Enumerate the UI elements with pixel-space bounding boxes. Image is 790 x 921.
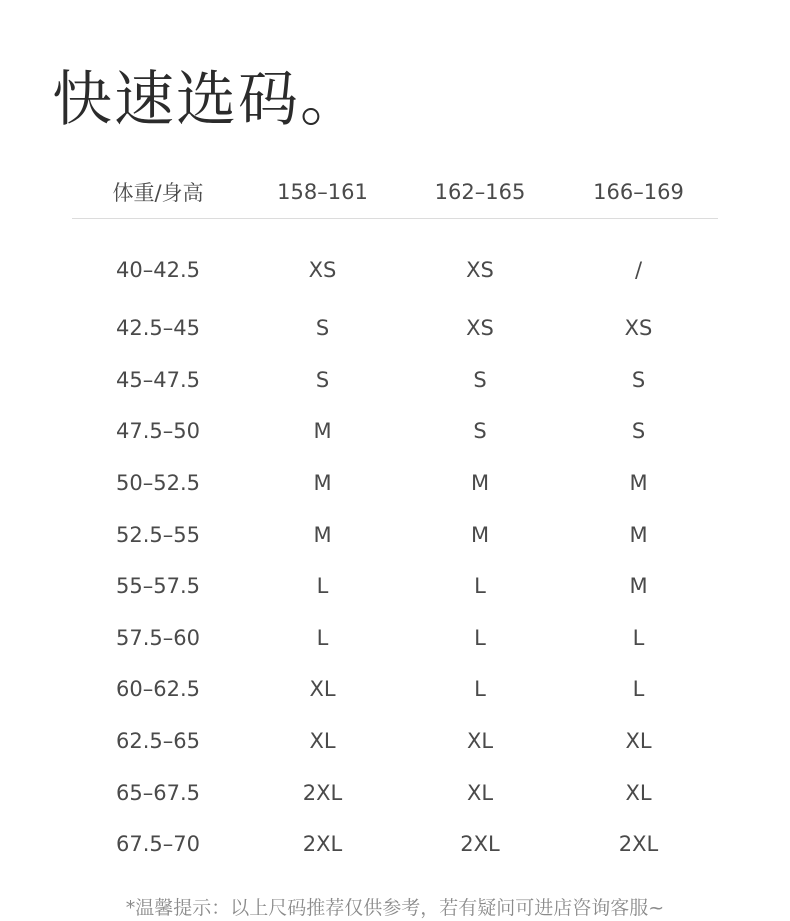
size-cell: XL (625, 729, 652, 754)
size-cell: M (470, 471, 490, 496)
table-row (72, 767, 718, 819)
weight-range-cell: 42.5–45 (116, 316, 200, 341)
table-row (72, 457, 718, 509)
table-row (72, 354, 718, 406)
weight-range-cell: 50–52.5 (116, 471, 200, 496)
size-cell: L (316, 574, 329, 599)
table-row (72, 406, 718, 458)
weight-range-cell: 47.5–50 (116, 419, 200, 444)
size-cell: XL (466, 780, 494, 805)
size-cell: L (316, 625, 329, 650)
size-cell: L (474, 677, 486, 702)
header-height-162-165: 162–165 (401, 166, 559, 219)
size-cell: L (632, 677, 645, 702)
weight-range-cell: 65–67.5 (116, 780, 200, 805)
footnote: *温馨提示：以上尺码推荐仅供参考，若有疑问可进店咨询客服~ (125, 897, 665, 919)
size-cell: M (470, 522, 490, 547)
weight-range-cell: 55–57.5 (116, 574, 200, 599)
size-cell: 2XL (302, 780, 343, 805)
size-cell: M (313, 471, 332, 496)
size-cell: S (315, 367, 330, 392)
size-cell: S (631, 367, 646, 392)
weight-range-cell: 60–62.5 (116, 677, 200, 702)
size-cell: S (473, 419, 487, 444)
table-body (72, 219, 718, 871)
weight-range-cell: 67.5–70 (116, 832, 200, 857)
size-cell: / (634, 257, 643, 282)
size-cell: L (632, 625, 645, 650)
size-cell: XS (466, 257, 494, 282)
header-height-158-161: 158–161 (244, 166, 401, 219)
table-row (72, 715, 718, 767)
table-row (72, 664, 718, 716)
header-weight-height: 体重/身高 (72, 166, 244, 219)
page-title: 快速选码。 (52, 65, 362, 135)
size-cell: S (631, 419, 646, 444)
size-cell: XS (466, 316, 494, 341)
size-cell: S (315, 316, 330, 341)
size-cell: XS (624, 316, 653, 341)
size-table (72, 166, 718, 870)
size-cell: M (629, 574, 648, 599)
table-row (72, 509, 718, 561)
weight-range-cell: 57.5–60 (116, 625, 200, 650)
size-cell: M (313, 522, 332, 547)
size-cell: L (474, 625, 486, 650)
weight-range-cell: 40–42.5 (116, 257, 200, 282)
size-cell: XL (309, 729, 336, 754)
size-cell: XL (466, 729, 494, 754)
size-cell: XL (625, 780, 652, 805)
table-row (72, 219, 718, 303)
size-cell: XS (308, 257, 337, 282)
size-cell: XL (309, 677, 336, 702)
header-height-166-169: 166–169 (559, 166, 718, 219)
weight-range-cell: 45–47.5 (116, 367, 200, 392)
size-cell: 2XL (618, 832, 659, 857)
size-cell: L (474, 574, 486, 599)
size-cell: S (473, 367, 487, 392)
table-row (72, 560, 718, 612)
weight-range-cell: 52.5–55 (116, 522, 200, 547)
size-cell: M (313, 419, 332, 444)
size-cell: 2XL (460, 832, 500, 857)
size-cell: 2XL (302, 832, 343, 857)
table-row (72, 612, 718, 664)
size-cell: M (629, 522, 648, 547)
table-header-row (72, 166, 718, 219)
table-row (72, 303, 718, 355)
size-cell: M (629, 471, 648, 496)
weight-range-cell: 62.5–65 (116, 729, 200, 754)
table-row (72, 818, 718, 870)
